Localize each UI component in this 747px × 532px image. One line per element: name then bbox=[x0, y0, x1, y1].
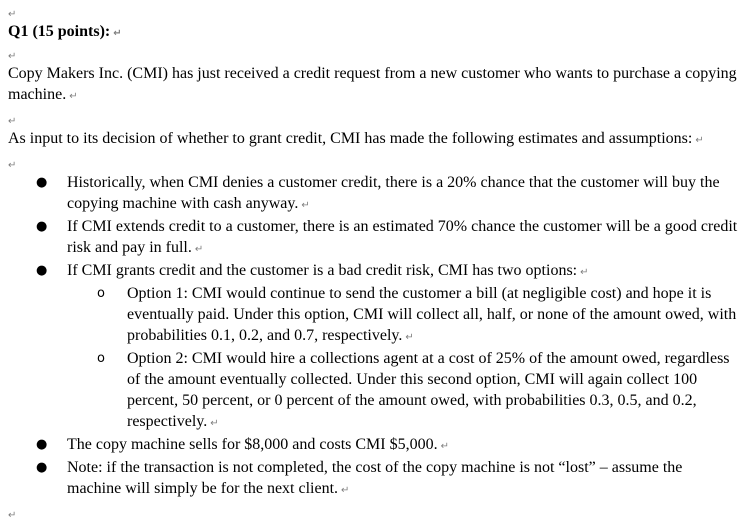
empty-paragraph bbox=[8, 0, 740, 21]
bullet-icon: ● bbox=[36, 219, 48, 234]
paragraph-mark: ↵ bbox=[8, 160, 17, 171]
list-item-text: If CMI grants credit and the customer is a bad credit risk, CMI has two options: bbox=[67, 262, 578, 279]
bullet-icon: ● bbox=[36, 263, 48, 278]
paragraph-mark: ↵ bbox=[580, 267, 589, 278]
paragraph-mark: ↵ bbox=[695, 135, 704, 146]
empty-paragraph bbox=[8, 501, 740, 522]
assumptions-list bbox=[8, 172, 740, 501]
paragraph-mark: ↵ bbox=[8, 51, 17, 62]
bullet-icon: ● bbox=[36, 460, 48, 475]
paragraph-mark: ↵ bbox=[301, 200, 310, 211]
bullet-icon: ● bbox=[36, 437, 48, 452]
empty-paragraph bbox=[8, 42, 740, 63]
list-item bbox=[8, 457, 740, 501]
sub-bullet-icon: o bbox=[97, 286, 105, 301]
list-item bbox=[8, 216, 740, 260]
paragraph-mark: ↵ bbox=[113, 28, 122, 39]
bullet-icon: ● bbox=[36, 175, 48, 190]
intro-paragraph bbox=[8, 63, 740, 107]
document-page bbox=[8, 0, 740, 522]
paragraph-mark: ↵ bbox=[8, 116, 17, 127]
option-text: Option 1: CMI would continue to send the customer a bill (at negligible cost) and hope it is eventually paid. Under this option, CMI will collect all, half, or none of the amount owed, with probabilities 0.1, 0.2, and 0.7, respectively. bbox=[127, 285, 737, 344]
list-item-text: If CMI extends credit to a customer, there is an estimated 70% chance the customer will be a good credit risk and pay in full. bbox=[67, 218, 738, 256]
paragraph-mark: ↵ bbox=[8, 510, 17, 521]
paragraph-mark: ↵ bbox=[440, 441, 449, 452]
list-item-text: Historically, when CMI denies a customer credit, there is a 20% chance that the customer will buy the copying machine with cash anyway. bbox=[67, 174, 720, 212]
option-text: Option 2: CMI would hire a collections agent at a cost of 25% of the amount owed, regardless of the amount eventually collected. Under this second option, CMI will again collect 100 percent, 50 percent, or 0 percent of the amount owed, with probabilities 0.3, 0.5, and 0.2, respectively. bbox=[127, 350, 730, 430]
list-item-text: Note: if the transaction is not completed, the cost of the copy machine is not “lost” – assume the machine will simply be for the next client. bbox=[67, 459, 683, 497]
options-list bbox=[67, 283, 740, 434]
question-heading bbox=[8, 21, 740, 42]
intro-text: Copy Makers Inc. (CMI) has just received a credit request from a new customer who wants to purchase a copying machine. bbox=[8, 65, 737, 103]
paragraph-mark: ↵ bbox=[194, 244, 204, 255]
paragraph-mark: ↵ bbox=[69, 91, 78, 102]
paragraph-mark: ↵ bbox=[341, 485, 350, 496]
list-item bbox=[8, 172, 740, 216]
sub-bullet-icon: o bbox=[97, 351, 105, 366]
lead-in-paragraph bbox=[8, 128, 740, 151]
question-heading-text: Q1 (15 points): bbox=[8, 23, 111, 40]
paragraph-mark: ↵ bbox=[8, 9, 17, 20]
list-item-text: The copy machine sells for $8,000 and costs CMI $5,000. bbox=[67, 436, 438, 453]
option-item bbox=[67, 348, 740, 434]
list-item bbox=[8, 434, 740, 457]
paragraph-mark: ↵ bbox=[210, 418, 219, 429]
lead-in-text: As input to its decision of whether to grant credit, CMI has made the following estimates and assumptions: bbox=[8, 130, 693, 147]
list-item bbox=[8, 260, 740, 434]
empty-paragraph bbox=[8, 107, 740, 128]
paragraph-mark: ↵ bbox=[405, 332, 414, 343]
option-item bbox=[67, 283, 740, 348]
empty-paragraph bbox=[8, 151, 740, 172]
